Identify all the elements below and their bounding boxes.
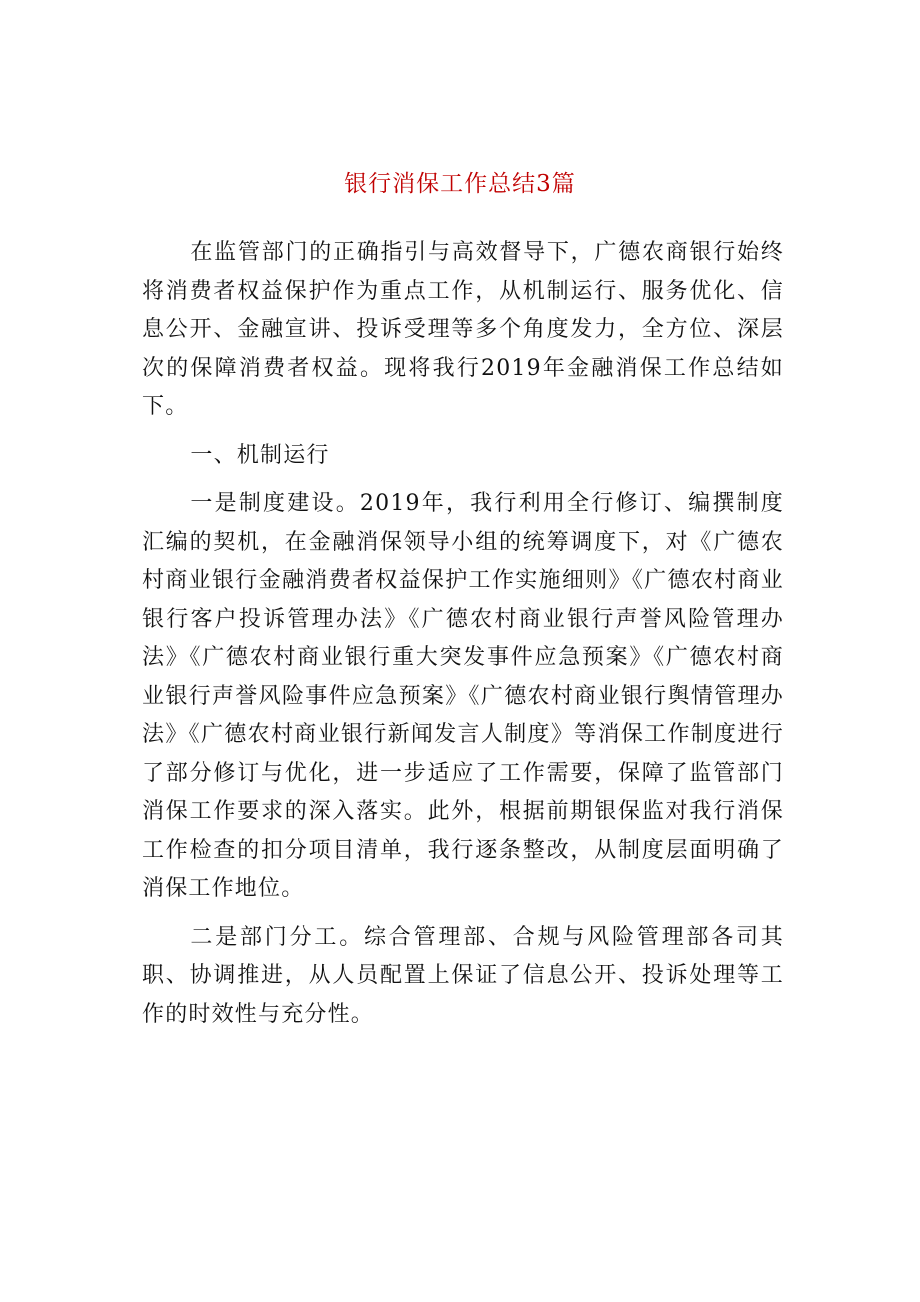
paragraph-intro: 在监管部门的正确指引与高效督导下，广德农商银行始终将消费者权益保护作为重点工作，从机制运行、服务优化、信息公开、金融宣讲、投诉受理等多个角度发力，全方位、深层次的保障消费者权益。现将我行2019年金融消保工作总结如下。 (142, 240, 784, 419)
section-heading-mechanism: 一、机制运行 (190, 442, 330, 468)
document-title: 银行消保工作总结3篇 (344, 171, 576, 197)
paragraph-department-division: 二是部门分工。综合管理部、合规与风险管理部各司其职、协调推进，从人员配置上保证了信息公开、投诉处理等工作的时效性与充分性。 (142, 924, 784, 1027)
paragraph-system-building: 一是制度建设。2019年，我行利用全行修订、编撰制度汇编的契机，在金融消保领导小组的统筹调度下，对《广德农村商业银行金融消费者权益保护工作实施细则》《广德农村商业银行客户投诉管理办法》《广德农村商业银行声誉风险管理办法》《广德农村商业银行重大突发事件应急预案》《广德农村商业银行声誉风险事件应急预案》《广德农村商业银行舆情管理办法》《广德农村商业银行新闻发言人制度》等消保工作制度进行了部分修订与优化，进一步适应了工作需要，保障了监管部门消保工作要求的深入落实。此外，根据前期银保监对我行消保工作检查的扣分项目清单，我行逐条整改，从制度层面明确了消保工作地位。 (142, 491, 784, 901)
document-body (142, 234, 784, 1034)
